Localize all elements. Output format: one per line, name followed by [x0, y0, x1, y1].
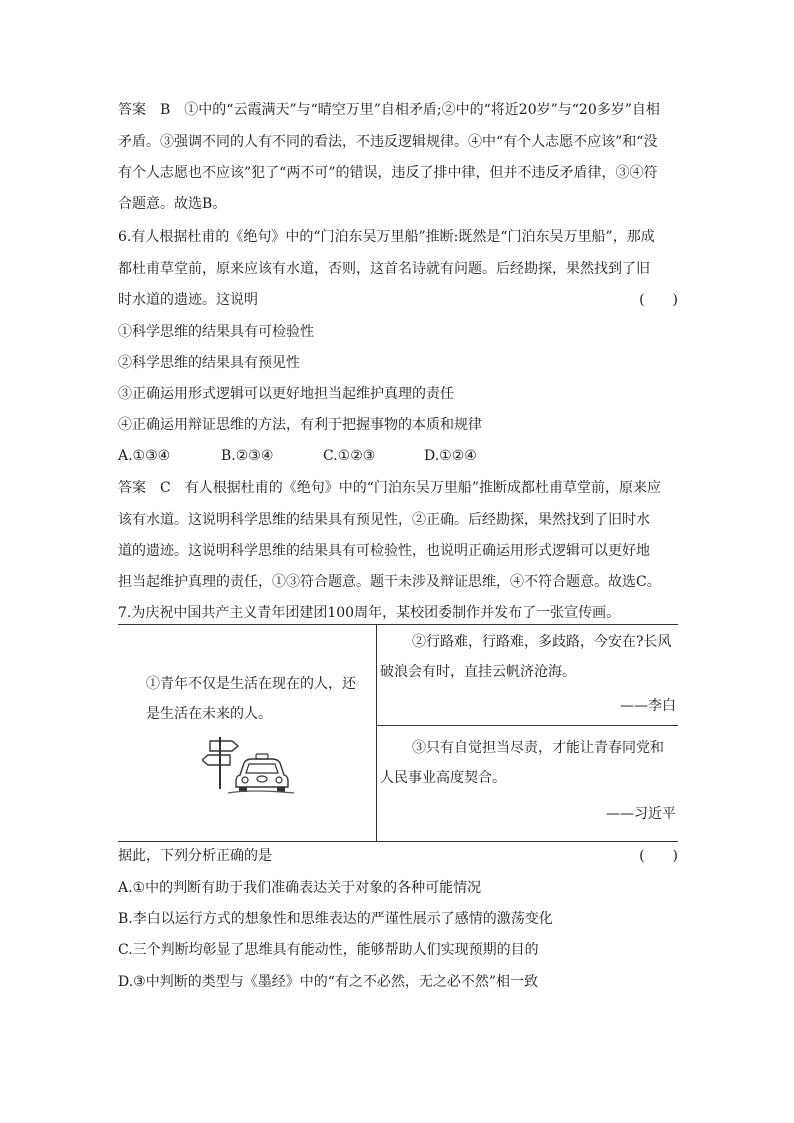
- question-6-options: [118, 446, 477, 466]
- poster-quote-3-line-2: 人民事业高度契合。: [380, 770, 506, 786]
- question-6-stem-line-1: 6.有人根据杜甫的《绝句》中的“门泊东吴万里船”推断:既然是“门泊东吴万里船”，那成: [118, 229, 655, 245]
- poster-vertical-divider: [376, 625, 377, 841]
- signpost-car-icon: [202, 731, 298, 795]
- poster-quote-2-author: ——李白: [620, 698, 676, 714]
- answer-6-line-3: 道的遗迹。这说明科学思维的结果具有可检验性，也说明正确运用形式逻辑可以更好地: [118, 543, 650, 559]
- question-6-option-d: D.①②④: [424, 448, 477, 464]
- answer-5-line-2: 矛盾。③强调不同的人有不同的看法，不违反逻辑规律。④中“有个人志愿不应该”和“没: [118, 134, 658, 150]
- question-6-option-c: C.①②③: [323, 448, 376, 464]
- question-7-answer-bracket: ( ): [639, 848, 678, 864]
- answer-6-line-1: 答案 C 有人根据杜甫的《绝句》中的“门泊东吴万里船”推断成都杜甫草堂前，原来应: [118, 480, 662, 496]
- question-7-stem: 7.为庆祝中国共产主义青年团建团100周年，某校团委制作并发布了一张宣传画。: [118, 605, 621, 621]
- poster-quote-2: [380, 627, 672, 687]
- poster-quote-3-author: ——习近平: [606, 806, 676, 822]
- answer-5-line-3: 有个人志愿也不应该”犯了“两不可”的错误，违反了排中律，但并不违反矛盾律，③④符: [118, 165, 658, 181]
- answer-5-line-4: 合题意。故选B。: [118, 196, 227, 212]
- poster-quote-1-line-2: 是生活在未来的人。: [146, 706, 272, 722]
- question-6-stem-line-2: 都杜甫草堂前，原来应该有水道，否则，这首名诗就有问题。后经勘探，果然找到了旧: [118, 261, 650, 277]
- question-7-option-b: B.李白以运行方式的想象性和思维表达的严谨性展示了感情的激荡变化: [118, 911, 553, 927]
- question-6-statement-1: ①科学思维的结果具有可检验性: [118, 324, 314, 340]
- question-7-prompt: 据此，下列分析正确的是: [118, 848, 272, 864]
- question-7-prompt-line: [118, 846, 678, 866]
- poster-quote-1: [146, 669, 356, 729]
- propaganda-poster: [118, 624, 678, 842]
- answer-6-line-2: 该有水道。这说明科学思维的结果具有预见性，②正确。后经勘探，果然找到了旧时水: [118, 512, 650, 528]
- question-6-statement-2: ②科学思维的结果具有预见性: [118, 355, 300, 371]
- question-6-option-a: A.①③④: [118, 448, 171, 464]
- question-6-stem-text: 时水道的遗迹。这说明: [118, 292, 258, 308]
- poster-horizontal-divider: [376, 725, 678, 726]
- poster-quote-2-line-1: ②行路难，行路难，多歧路，今安在?长风: [412, 634, 672, 650]
- poster-quote-2-line-2: 破浪会有时，直挂云帆济沧海。: [380, 664, 576, 680]
- question-6-statement-3: ③正确运用形式逻辑可以更好地担当起维护真理的责任: [118, 386, 454, 402]
- question-6-stem-line-3: [118, 290, 678, 310]
- poster-quote-1-line-1: ①青年不仅是生活在现在的人，还: [146, 676, 356, 692]
- question-7-option-c: C.三个判断均彰显了思维具有能动性，能够帮助人们实现预期的目的: [118, 942, 539, 958]
- poster-quote-3-line-1: ③只有自觉担当尽责，才能让青春同党和: [412, 740, 664, 756]
- question-6-answer-bracket: ( ): [639, 292, 678, 308]
- question-6-statement-4: ④正确运用辩证思维的方法，有利于把握事物的本质和规律: [118, 417, 482, 433]
- question-6-option-b: B.②③④: [221, 448, 274, 464]
- answer-5-line-1: 答案 B ①中的“云霞满天”与“晴空万里”自相矛盾;②中的“将近20岁”与“20多岁”自相: [118, 102, 660, 118]
- question-7-option-a: A.①中的判断有助于我们准确表达关于对象的各种可能情况: [118, 880, 482, 896]
- question-7-option-d: D.③中判断的类型与《墨经》中的“有之不必然，无之必不然”相一致: [118, 974, 539, 990]
- answer-6-line-4: 担当起维护真理的责任，①③符合题意。题干未涉及辩证思维，④不符合题意。故选C。: [118, 574, 661, 590]
- poster-quote-3: [380, 733, 664, 793]
